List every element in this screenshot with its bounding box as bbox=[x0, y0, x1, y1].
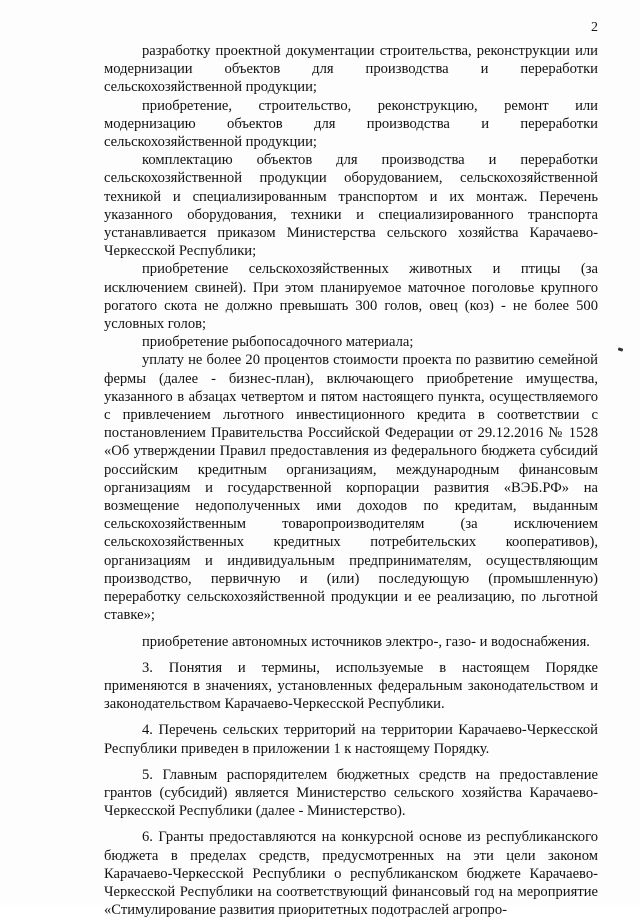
paragraph: комплектацию объектов для производства и переработки сельскохозяйственной продукции оборудованием, сельскохозяйственной техникой и специализированным транспортом и их монтаж. Перечень указанного оборудования, техники и специализированного транспорта устанавливается приказом Министерства сельского хозяйства Карачаево-Черкесской Республики; bbox=[104, 152, 598, 260]
paragraph: приобретение, строительство, реконструкцию, ремонт или модернизацию объектов для производства и переработки сельскохозяйственной продукции; bbox=[104, 97, 598, 151]
scan-mark bbox=[618, 347, 624, 351]
page-number: 2 bbox=[591, 20, 598, 35]
paragraph-section-5: 5. Главным распорядителем бюджетных средств на предоставление грантов (субсидий) является Министерство сельского хозяйства Карачаево-Черкесской Республики (далее - Министерство). bbox=[104, 766, 598, 820]
paragraph-section-4: 4. Перечень сельских территорий на территории Карачаево-Черкесской Республики приведен в приложении 1 к настоящему Порядку. bbox=[104, 722, 598, 757]
paragraph: приобретение сельскохозяйственных животных и птицы (за исключением свиней). При этом планируемое маточное поголовье крупного рогатого скота не должно превышать 300 голов, овец (коз) - не более 500 условных голов; bbox=[104, 261, 598, 333]
paragraph: разработку проектной документации строительства, реконструкции или модернизации объектов для производства и переработки сельскохозяйственной продукции; bbox=[104, 43, 598, 96]
paragraph-section-6: 6. Гранты предоставляются на конкурсной основе из республиканского бюджета в пределах средств, предусмотренных на эти цели законом Карачаево-Черкесской Республики о республиканском бюджете Карачаево-Черкесской Республики на соответствующий финансовый год на мероприятие «Стимулирование развития приоритетных подотраслей агропро- bbox=[104, 829, 598, 919]
paragraph: приобретение автономных источников электро-, газо- и водоснабжения. bbox=[142, 633, 590, 650]
document-body bbox=[104, 42, 598, 919]
paragraph-section-3: 3. Понятия и термины, используемые в настоящем Порядке применяются в значениях, установленных федеральным законодательством и законодательством Карачаево-Черкесской Республики. bbox=[104, 659, 598, 713]
paragraph: приобретение рыбопосадочного материала; bbox=[142, 334, 414, 351]
paragraph: уплату не более 20 процентов стоимости проекта по развитию семейной фермы (далее - бизнес-план), включающего приобретение имущества, указанного в абзацах четвертом и пятом настоящего пункта, осуществляемого с привлечением льготного инвестиционного кредита в соответствии с постановлением Правительства Российской Федерации от 29.12.2016 № 1528 «Об утверждении Правил предоставления из федерального бюджета субсидий российским кредитным организациям, международным финансовым организациям и государственной корпорации развития «ВЭБ.РФ» на возмещение недополученных ими доходов по кредитам, выданным сельскохозяйственным товаропроизводителям (за исключением сельскохозяйственных кредитных потребительских кооперативов), организациям и индивидуальным предпринимателям, осуществляющим производство, первичную и (или) последующую (промышленную) переработку сельскохозяйственной продукции и ее реализацию, по льготной ставке»; bbox=[104, 352, 598, 624]
